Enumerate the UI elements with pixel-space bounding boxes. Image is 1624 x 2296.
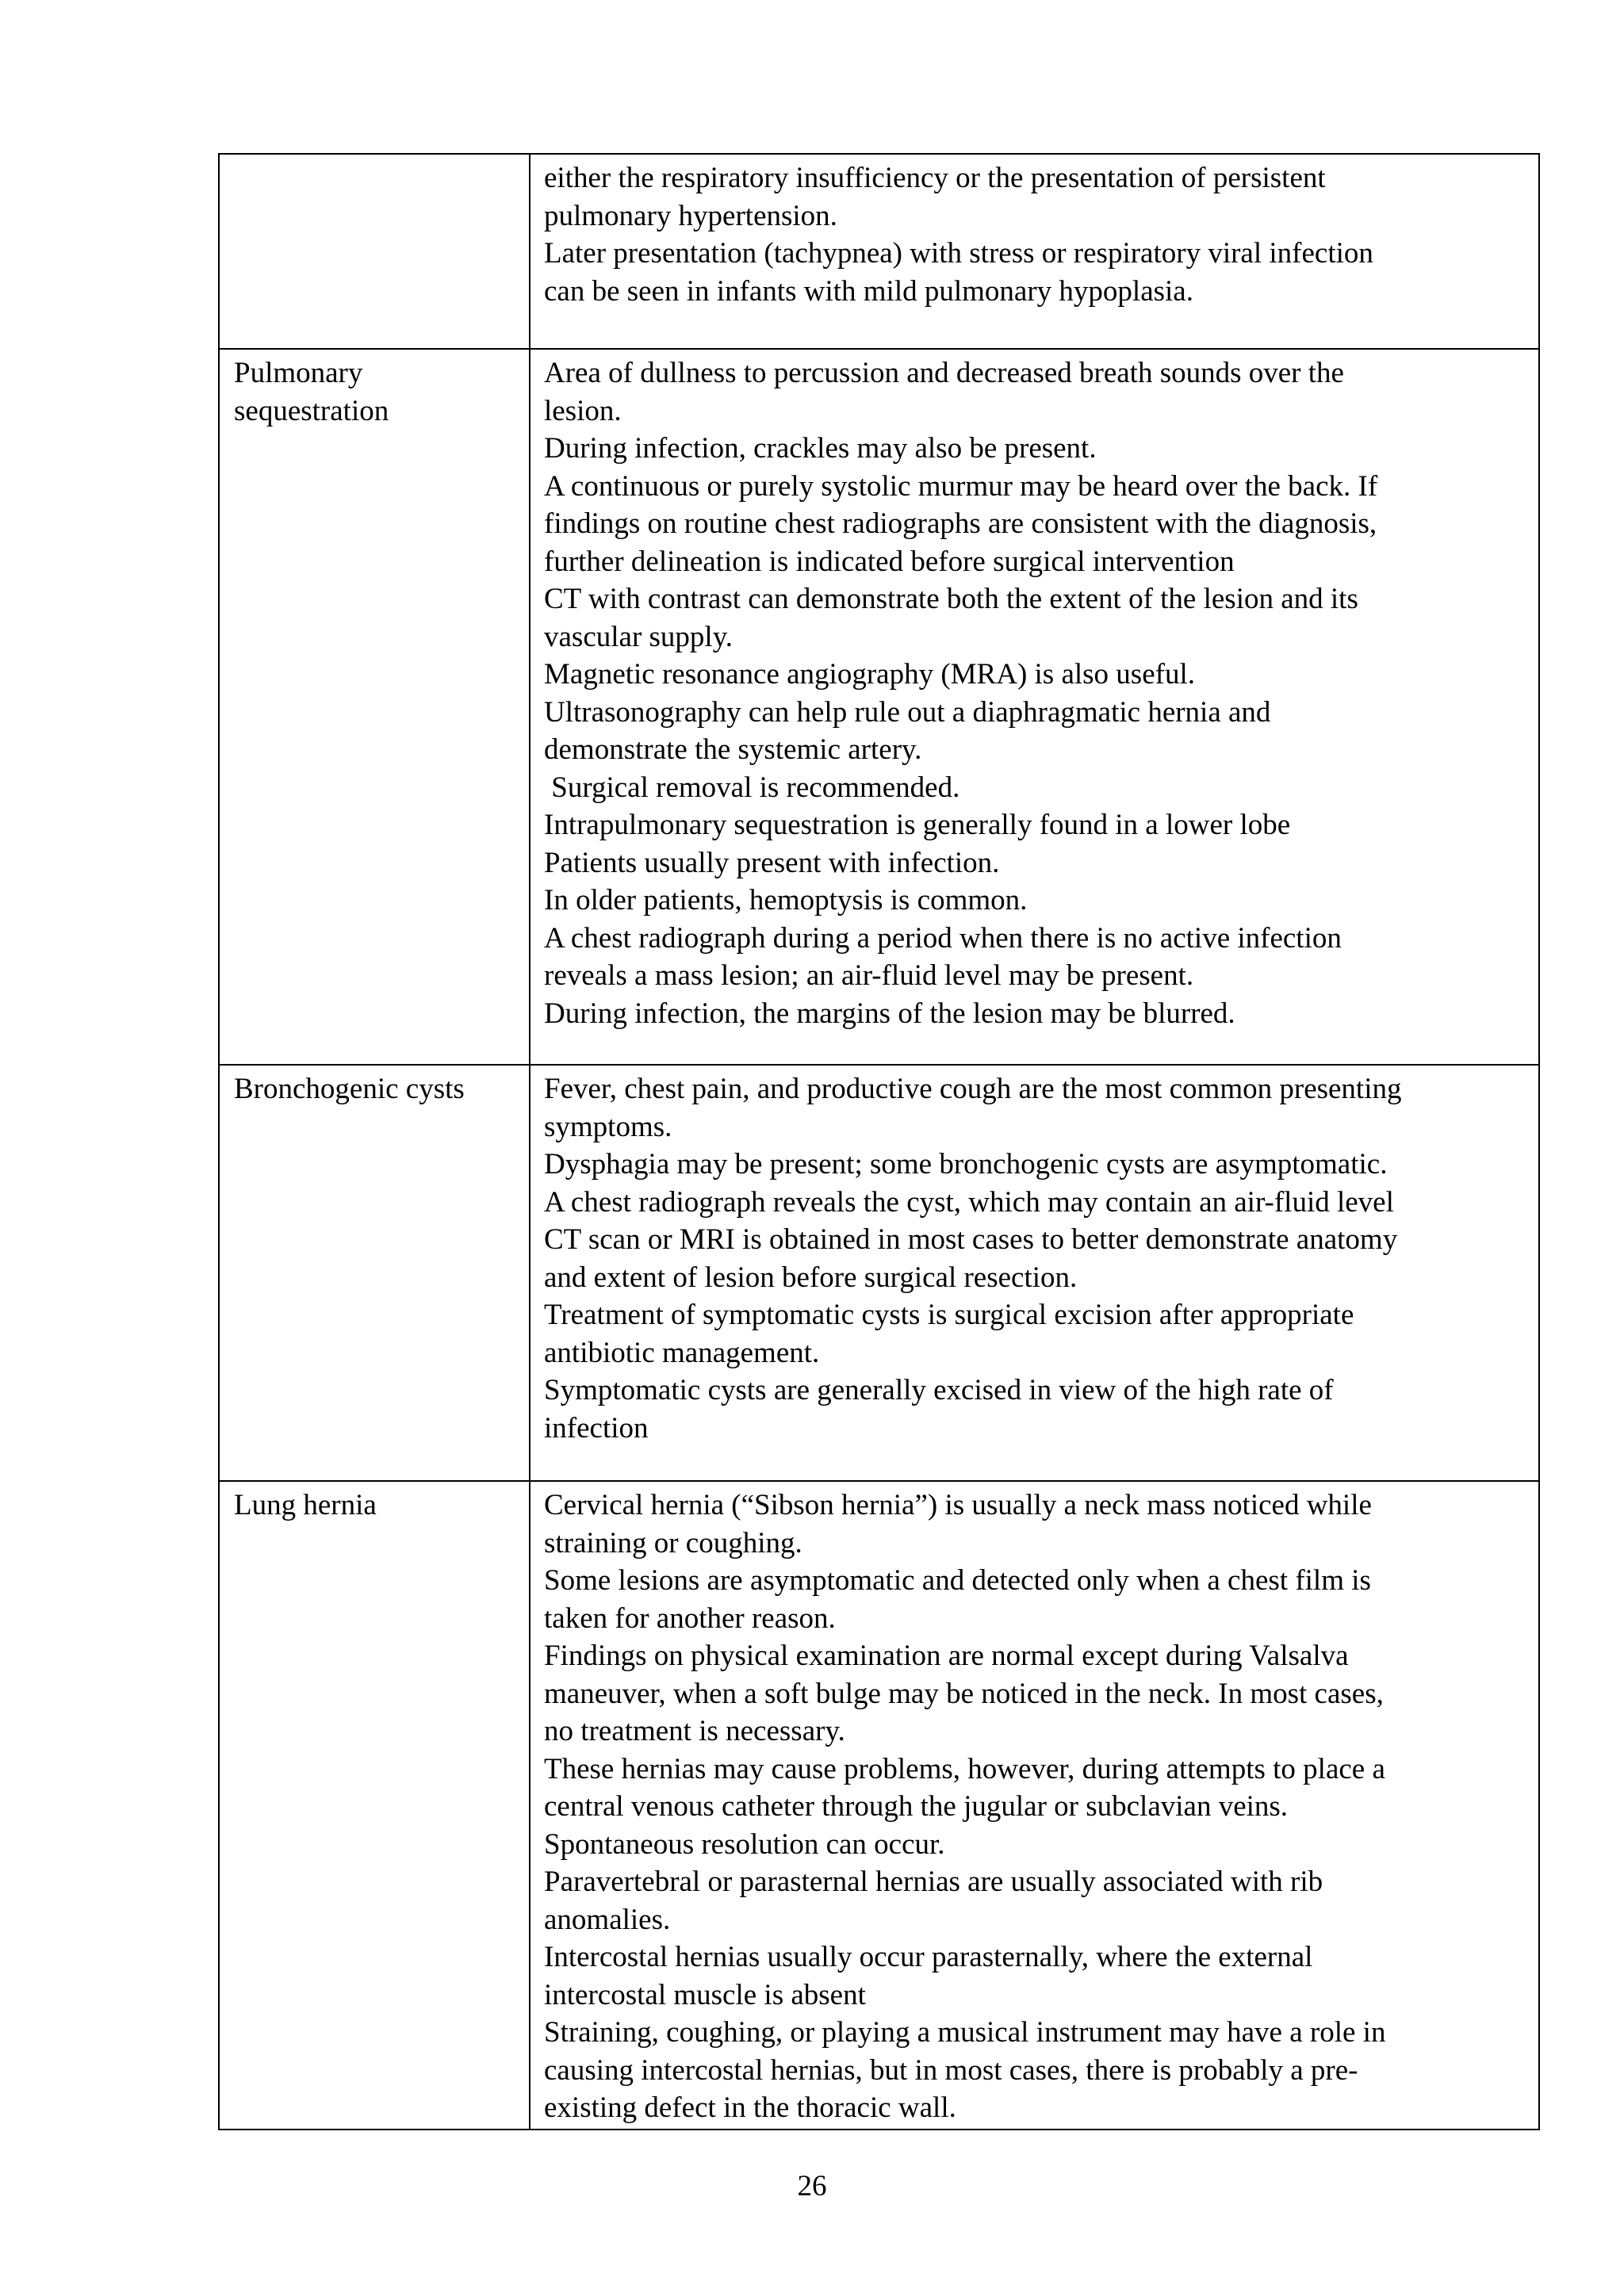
description-line: maneuver, when a soft bulge may be noticed in the neck. In most cases, [544, 1677, 1384, 1710]
description-line: CT with contrast can demonstrate both the extent of the lesion and its [544, 583, 1358, 615]
condition-name: Lung hernia [234, 1489, 377, 1521]
description-line: Symptomatic cysts are generally excised in view of the high rate of [544, 1374, 1334, 1406]
description-line: can be seen in infants with mild pulmonary hypoplasia. [544, 274, 1193, 308]
description-line: Area of dullness to percussion and decreased breath sounds over the [544, 357, 1344, 389]
description-line: Dysphagia may be present; some bronchogenic cysts are asymptomatic. [544, 1148, 1388, 1181]
table-row-pulmonary-sequestration [219, 349, 1539, 1065]
description-line: Spontaneous resolution can occur. [544, 1827, 945, 1861]
description-line: Magnetic resonance angiography (MRA) is also useful. [544, 658, 1195, 691]
description-line: Cervical hernia (“Sibson hernia”) is usually a neck mass noticed while [544, 1489, 1372, 1521]
description-line: symptoms. [544, 1110, 672, 1143]
description-line: infection [544, 1411, 649, 1445]
description-line: pulmonary hypertension. [544, 199, 837, 232]
description-line: causing intercostal hernias, but in most cases, there is probably a pre- [544, 2053, 1358, 2087]
description-line: A continuous or purely systolic murmur may be heard over the back. If [544, 469, 1378, 503]
description-line: further delineation is indicated before surgical intervention [544, 545, 1235, 578]
table-row-continued [219, 154, 1539, 349]
condition-name-cell [219, 1065, 530, 1481]
page-number: 26 [797, 2170, 827, 2202]
description-line: Straining, coughing, or playing a musical instrument may have a role in [544, 2016, 1386, 2049]
description-line: Paravertebral or parasternal hernias are usually associated with rib [544, 1866, 1323, 1898]
description-line: Findings on physical examination are normal except during Valsalva [544, 1640, 1349, 1672]
table-row-bronchogenic-cysts [219, 1065, 1539, 1481]
description-line: intercostal muscle is absent [544, 1978, 866, 2011]
description-line: In older patients, hemoptysis is common. [544, 884, 1028, 916]
description-line: A chest radiograph reveals the cyst, which may contain an air-fluid level [544, 1185, 1394, 1219]
condition-description-cell [530, 349, 1539, 1065]
description-line: Surgical removal is recommended. [544, 771, 960, 804]
condition-name: Bronchogenic cysts [234, 1073, 465, 1105]
description-line: demonstrate the systemic artery. [544, 733, 922, 766]
description-line: Fever, chest pain, and productive cough are the most common presenting [544, 1073, 1402, 1105]
description-line: Intrapulmonary sequestration is generally found in a lower lobe [544, 809, 1291, 841]
condition-name-cell [219, 349, 530, 1065]
description-line: anomalies. [544, 1903, 671, 1936]
description-line: vascular supply. [544, 620, 733, 653]
description-line: taken for another reason. [544, 1601, 836, 1635]
description-line: antibiotic management. [544, 1336, 820, 1369]
description-line: existing defect in the thoracic wall. [544, 2091, 956, 2124]
description-line: no treatment is necessary. [544, 1715, 845, 1747]
description-line: and extent of lesion before surgical resection. [544, 1261, 1078, 1294]
description-line: Ultrasonography can help rule out a diaphragmatic hernia and [544, 695, 1271, 729]
description-line: Some lesions are asymptomatic and detected only when a chest film is [544, 1564, 1371, 1597]
description-line: Intercostal hernias usually occur parasternally, where the external [544, 1941, 1313, 1973]
description-line: Patients usually present with infection. [544, 846, 1000, 879]
condition-name-cell [219, 154, 530, 349]
table-row-lung-hernia [219, 1481, 1539, 2130]
description-line: These hernias may cause problems, however, during attempts to place a [544, 1752, 1385, 1785]
description-line: central venous catheter through the jugular or subclavian veins. [544, 1790, 1289, 1823]
conditions-table [218, 153, 1540, 2130]
description-line: lesion. [544, 394, 622, 427]
condition-description-cell [530, 1481, 1539, 2130]
condition-description-cell [530, 154, 1539, 349]
condition-description-cell [530, 1065, 1539, 1481]
description-line: Treatment of symptomatic cysts is surgical excision after appropriate [544, 1299, 1354, 1331]
description-line: either the respiratory insufficiency or the presentation of persistent [544, 162, 1326, 194]
description-line: CT scan or MRI is obtained in most cases to better demonstrate anatomy [544, 1223, 1398, 1256]
condition-name-cell [219, 1481, 530, 2130]
description-line: During infection, the margins of the lesion may be blurred. [544, 997, 1235, 1030]
description-line: During infection, crackles may also be present. [544, 432, 1097, 465]
description-line: A chest radiograph during a period when there is no active infection [544, 921, 1342, 955]
description-line: reveals a mass lesion; an air-fluid level may be present. [544, 959, 1194, 992]
condition-name: Pulmonary sequestration [234, 357, 389, 427]
description-line: findings on routine chest radiographs are consistent with the diagnosis, [544, 507, 1377, 540]
description-line: Later presentation (tachypnea) with stress or respiratory viral infection [544, 237, 1373, 270]
description-line: straining or coughing. [544, 1526, 802, 1559]
